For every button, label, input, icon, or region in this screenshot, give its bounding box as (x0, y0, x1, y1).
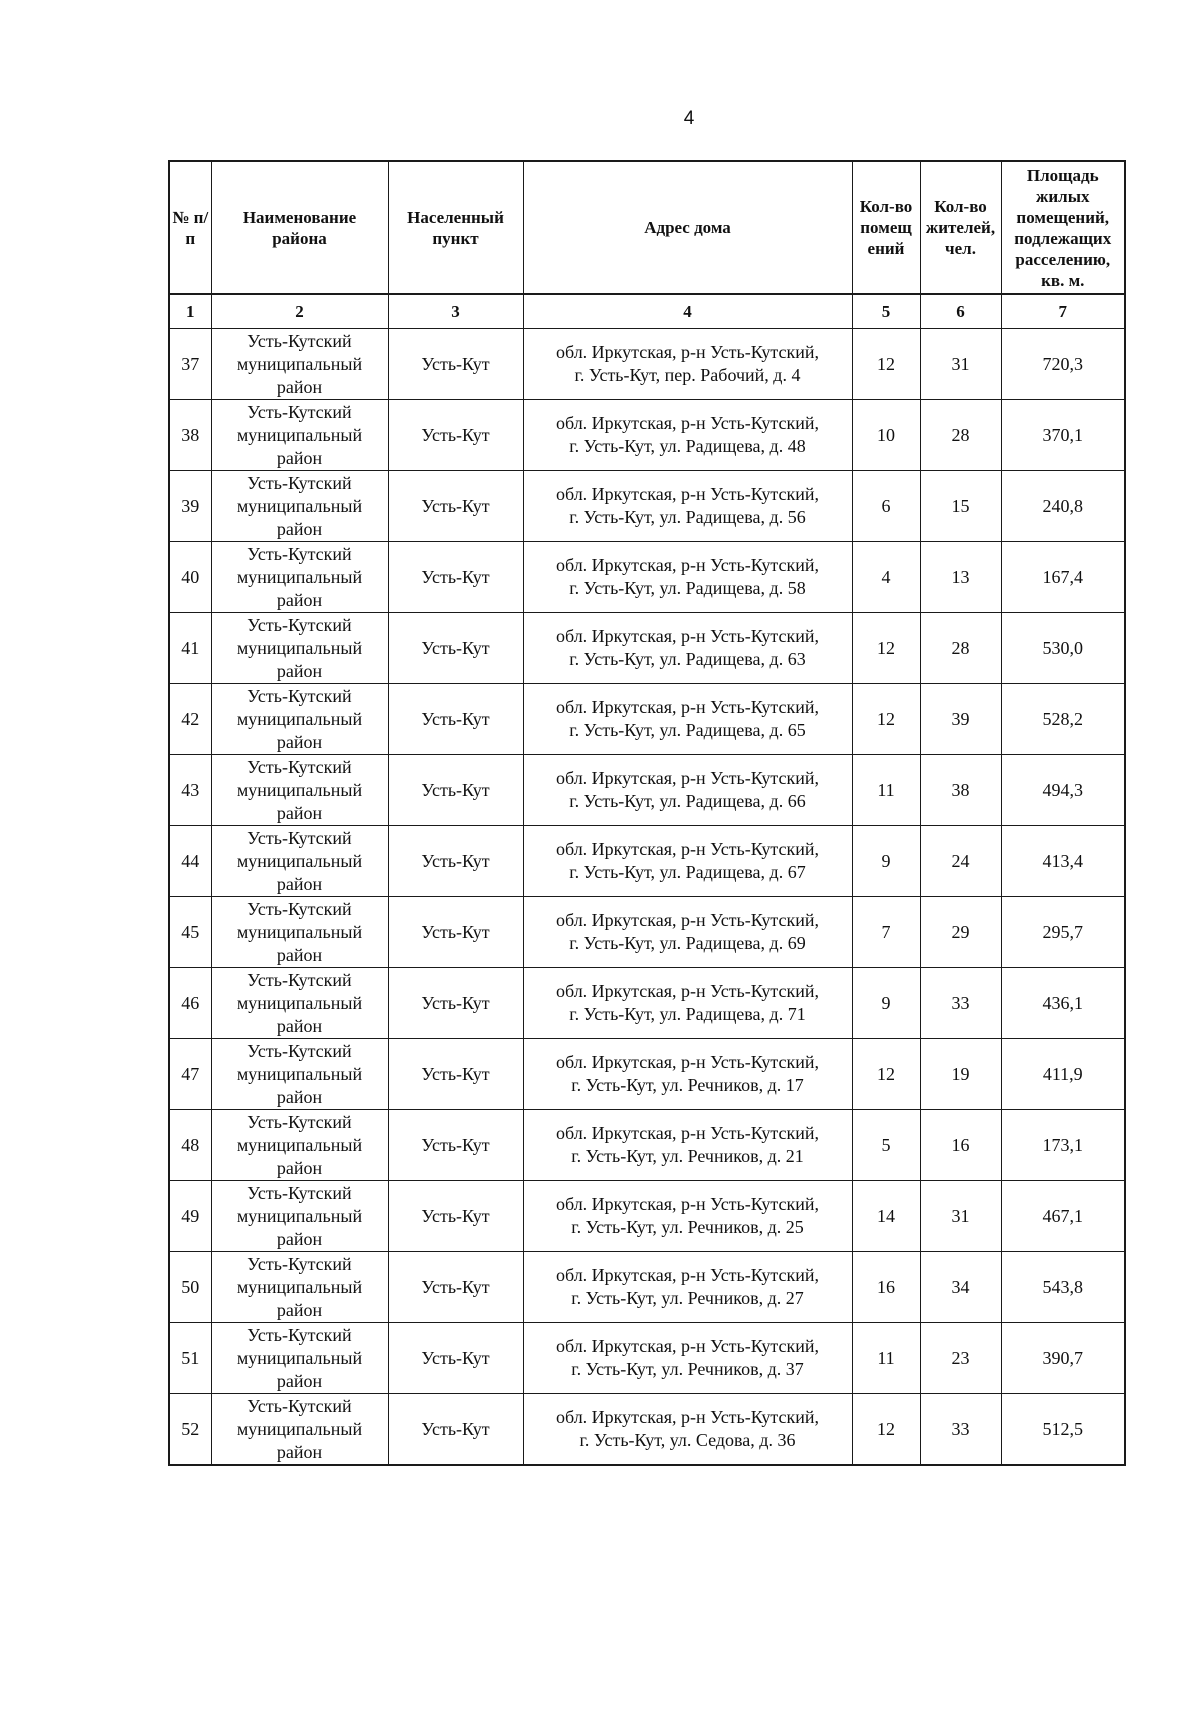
district-cell-line: район (276, 376, 323, 397)
row-number: 48 (169, 1110, 211, 1181)
district-cell-line: район (276, 1370, 323, 1391)
table-row (169, 1039, 1125, 1110)
area-cell: 295,7 (1001, 897, 1125, 968)
area-cell: 390,7 (1001, 1323, 1125, 1394)
table-body (169, 329, 1125, 1466)
district-cell-line: муниципальный (236, 1276, 363, 1297)
district-cell-line: Усть-Кутский (247, 756, 352, 777)
district-cell (211, 329, 388, 400)
residents-cell: 29 (920, 897, 1001, 968)
residents-cell: 19 (920, 1039, 1001, 1110)
column-number: 5 (852, 294, 920, 329)
district-cell-line: район (276, 518, 323, 539)
rooms-cell: 5 (852, 1110, 920, 1181)
address-cell-line: г. Усть-Кут, пер. Рабочий, д. 4 (574, 365, 801, 385)
area-cell: 411,9 (1001, 1039, 1125, 1110)
district-cell-line: район (276, 660, 323, 681)
header-number: № п/п (169, 161, 211, 294)
row-number: 52 (169, 1394, 211, 1466)
district-cell (211, 897, 388, 968)
address-cell-line: обл. Иркутская, р-н Усть-Кутский, (555, 342, 819, 362)
district-cell (211, 471, 388, 542)
rooms-cell: 12 (852, 1039, 920, 1110)
district-cell-line: Усть-Кутский (247, 685, 352, 706)
column-number: 1 (169, 294, 211, 329)
locality-cell: Усть-Кут (388, 897, 523, 968)
address-cell-line: обл. Иркутская, р-н Усть-Кутский, (555, 1407, 819, 1427)
district-cell-line: район (276, 1086, 323, 1107)
district-cell-line: Усть-Кутский (247, 898, 352, 919)
locality-cell: Усть-Кут (388, 826, 523, 897)
district-cell-line: муниципальный (236, 850, 363, 871)
district-cell-line: Усть-Кутский (247, 330, 352, 351)
address-cell-line: г. Усть-Кут, ул. Радищева, д. 63 (569, 649, 806, 669)
district-cell (211, 968, 388, 1039)
area-cell: 370,1 (1001, 400, 1125, 471)
district-cell-line: Усть-Кутский (247, 401, 352, 422)
district-cell (211, 1181, 388, 1252)
page-number: 4 (683, 108, 695, 129)
district-cell-line: Усть-Кутский (247, 1395, 352, 1416)
table-row (169, 542, 1125, 613)
row-number: 37 (169, 329, 211, 400)
locality-cell: Усть-Кут (388, 684, 523, 755)
rooms-cell: 12 (852, 329, 920, 400)
district-cell-line: Усть-Кутский (247, 1253, 352, 1274)
area-cell: 173,1 (1001, 1110, 1125, 1181)
rooms-cell: 16 (852, 1252, 920, 1323)
address-cell-line: г. Усть-Кут, ул. Радищева, д. 65 (569, 720, 806, 740)
area-cell: 543,8 (1001, 1252, 1125, 1323)
district-cell-line: район (276, 1299, 323, 1320)
residents-cell: 31 (920, 329, 1001, 400)
address-cell-line: обл. Иркутская, р-н Усть-Кутский, (555, 1194, 819, 1214)
area-cell: 167,4 (1001, 542, 1125, 613)
address-cell-line: г. Усть-Кут, ул. Речников, д. 27 (571, 1288, 804, 1308)
residents-cell: 28 (920, 613, 1001, 684)
locality-cell: Усть-Кут (388, 1252, 523, 1323)
address-cell (523, 968, 852, 1039)
rooms-cell: 9 (852, 826, 920, 897)
district-cell (211, 826, 388, 897)
locality-cell: Усть-Кут (388, 1181, 523, 1252)
locality-cell: Усть-Кут (388, 542, 523, 613)
address-cell-line: г. Усть-Кут, ул. Речников, д. 25 (571, 1217, 804, 1237)
district-cell-line: Усть-Кутский (247, 472, 352, 493)
address-cell (523, 1252, 852, 1323)
locality-cell: Усть-Кут (388, 1110, 523, 1181)
locality-cell: Усть-Кут (388, 329, 523, 400)
row-number: 51 (169, 1323, 211, 1394)
district-cell (211, 400, 388, 471)
locality-cell: Усть-Кут (388, 1039, 523, 1110)
row-number: 40 (169, 542, 211, 613)
district-cell-line: район (276, 1441, 323, 1462)
address-cell-line: обл. Иркутская, р-н Усть-Кутский, (555, 626, 819, 646)
area-cell: 528,2 (1001, 684, 1125, 755)
table-row (169, 329, 1125, 400)
address-cell (523, 897, 852, 968)
residents-cell: 15 (920, 471, 1001, 542)
district-cell-line: муниципальный (236, 495, 363, 516)
table-row (169, 1323, 1125, 1394)
housing-relocation-table (168, 160, 1126, 1466)
district-cell (211, 1323, 388, 1394)
address-cell-line: обл. Иркутская, р-н Усть-Кутский, (555, 981, 819, 1001)
address-cell (523, 471, 852, 542)
locality-cell: Усть-Кут (388, 1394, 523, 1466)
district-cell-line: район (276, 1157, 323, 1178)
address-cell-line: обл. Иркутская, р-н Усть-Кутский, (555, 697, 819, 717)
district-cell (211, 1252, 388, 1323)
table-row (169, 400, 1125, 471)
column-number: 2 (211, 294, 388, 329)
row-number: 39 (169, 471, 211, 542)
residents-cell: 13 (920, 542, 1001, 613)
residents-cell: 28 (920, 400, 1001, 471)
rooms-cell: 10 (852, 400, 920, 471)
address-cell-line: обл. Иркутская, р-н Усть-Кутский, (555, 768, 819, 788)
table-row (169, 968, 1125, 1039)
table-row (169, 1252, 1125, 1323)
column-number: 6 (920, 294, 1001, 329)
address-cell-line: г. Усть-Кут, ул. Радищева, д. 67 (569, 862, 806, 882)
district-cell-line: район (276, 873, 323, 894)
address-cell-line: г. Усть-Кут, ул. Радищева, д. 48 (569, 436, 806, 456)
address-cell-line: обл. Иркутская, р-н Усть-Кутский, (555, 1265, 819, 1285)
residents-cell: 24 (920, 826, 1001, 897)
address-cell-line: г. Усть-Кут, ул. Радищева, д. 58 (569, 578, 806, 598)
district-cell (211, 613, 388, 684)
address-cell-line: г. Усть-Кут, ул. Речников, д. 21 (571, 1146, 804, 1166)
table-row (169, 613, 1125, 684)
column-number: 3 (388, 294, 523, 329)
district-cell (211, 755, 388, 826)
district-cell-line: район (276, 944, 323, 965)
area-cell: 494,3 (1001, 755, 1125, 826)
locality-cell: Усть-Кут (388, 613, 523, 684)
district-cell-line: муниципальный (236, 1418, 363, 1439)
header-district: Наименование района (211, 161, 388, 294)
table-row (169, 897, 1125, 968)
district-cell-line: Усть-Кутский (247, 1040, 352, 1061)
header-address: Адрес дома (523, 161, 852, 294)
row-number: 43 (169, 755, 211, 826)
table-header-row (169, 161, 1125, 294)
row-number: 45 (169, 897, 211, 968)
locality-cell: Усть-Кут (388, 968, 523, 1039)
address-cell-line: г. Усть-Кут, ул. Речников, д. 37 (571, 1359, 804, 1379)
header-locality: Населенный пункт (388, 161, 523, 294)
table-row (169, 1394, 1125, 1466)
district-cell (211, 684, 388, 755)
header-area: Площадь жилых помещений, подлежащих расселению, кв. м. (1001, 161, 1125, 294)
rooms-cell: 14 (852, 1181, 920, 1252)
district-cell-line: район (276, 731, 323, 752)
row-number: 50 (169, 1252, 211, 1323)
rooms-cell: 6 (852, 471, 920, 542)
residents-cell: 39 (920, 684, 1001, 755)
locality-cell: Усть-Кут (388, 400, 523, 471)
table-row (169, 471, 1125, 542)
district-cell-line: район (276, 447, 323, 468)
district-cell-line: муниципальный (236, 1205, 363, 1226)
district-cell-line: район (276, 589, 323, 610)
rooms-cell: 11 (852, 1323, 920, 1394)
row-number: 47 (169, 1039, 211, 1110)
district-cell (211, 1039, 388, 1110)
table-row (169, 1181, 1125, 1252)
area-cell: 240,8 (1001, 471, 1125, 542)
address-cell-line: обл. Иркутская, р-н Усть-Кутский, (555, 413, 819, 433)
residents-cell: 34 (920, 1252, 1001, 1323)
address-cell-line: обл. Иркутская, р-н Усть-Кутский, (555, 484, 819, 504)
district-cell-line: муниципальный (236, 1347, 363, 1368)
row-number: 44 (169, 826, 211, 897)
column-number: 4 (523, 294, 852, 329)
area-cell: 467,1 (1001, 1181, 1125, 1252)
district-cell-line: район (276, 1228, 323, 1249)
area-cell: 720,3 (1001, 329, 1125, 400)
address-cell (523, 1039, 852, 1110)
row-number: 42 (169, 684, 211, 755)
district-cell-line: район (276, 802, 323, 823)
header-residents: Кол-во жителей, чел. (920, 161, 1001, 294)
district-cell-line: муниципальный (236, 992, 363, 1013)
district-cell-line: муниципальный (236, 566, 363, 587)
address-cell (523, 329, 852, 400)
row-number: 49 (169, 1181, 211, 1252)
address-cell (523, 826, 852, 897)
locality-cell: Усть-Кут (388, 1323, 523, 1394)
district-cell-line: муниципальный (236, 637, 363, 658)
district-cell-line: район (276, 1015, 323, 1036)
address-cell-line: г. Усть-Кут, ул. Радищева, д. 66 (569, 791, 806, 811)
rooms-cell: 11 (852, 755, 920, 826)
rooms-cell: 7 (852, 897, 920, 968)
address-cell (523, 1181, 852, 1252)
address-cell (523, 1110, 852, 1181)
district-cell-line: муниципальный (236, 1063, 363, 1084)
rooms-cell: 4 (852, 542, 920, 613)
header-rooms: Кол-во помещ ений (852, 161, 920, 294)
district-cell-line: муниципальный (236, 779, 363, 800)
table-row (169, 684, 1125, 755)
area-cell: 436,1 (1001, 968, 1125, 1039)
column-number-row (169, 294, 1125, 329)
address-cell (523, 1394, 852, 1466)
address-cell-line: г. Усть-Кут, ул. Радищева, д. 69 (569, 933, 806, 953)
residents-cell: 31 (920, 1181, 1001, 1252)
district-cell-line: Усть-Кутский (247, 1182, 352, 1203)
rooms-cell: 9 (852, 968, 920, 1039)
rooms-cell: 12 (852, 1394, 920, 1466)
district-cell (211, 1394, 388, 1466)
locality-cell: Усть-Кут (388, 755, 523, 826)
district-cell-line: муниципальный (236, 353, 363, 374)
residents-cell: 38 (920, 755, 1001, 826)
address-cell-line: г. Усть-Кут, ул. Седова, д. 36 (579, 1430, 796, 1450)
district-cell-line: муниципальный (236, 708, 363, 729)
district-cell (211, 1110, 388, 1181)
locality-cell: Усть-Кут (388, 471, 523, 542)
table-row (169, 755, 1125, 826)
district-cell-line: муниципальный (236, 921, 363, 942)
address-cell-line: обл. Иркутская, р-н Усть-Кутский, (555, 555, 819, 575)
residents-cell: 23 (920, 1323, 1001, 1394)
address-cell (523, 755, 852, 826)
address-cell-line: обл. Иркутская, р-н Усть-Кутский, (555, 839, 819, 859)
rooms-cell: 12 (852, 684, 920, 755)
column-number: 7 (1001, 294, 1125, 329)
district-cell-line: Усть-Кутский (247, 543, 352, 564)
area-cell: 530,0 (1001, 613, 1125, 684)
address-cell-line: г. Усть-Кут, ул. Речников, д. 17 (571, 1075, 804, 1095)
residents-cell: 16 (920, 1110, 1001, 1181)
district-cell-line: муниципальный (236, 424, 363, 445)
address-cell-line: г. Усть-Кут, ул. Радищева, д. 56 (569, 507, 806, 527)
table-row (169, 1110, 1125, 1181)
residents-cell: 33 (920, 1394, 1001, 1466)
address-cell-line: г. Усть-Кут, ул. Радищева, д. 71 (569, 1004, 806, 1024)
address-cell-line: обл. Иркутская, р-н Усть-Кутский, (555, 910, 819, 930)
address-cell (523, 684, 852, 755)
address-cell (523, 613, 852, 684)
residents-cell: 33 (920, 968, 1001, 1039)
district-cell-line: Усть-Кутский (247, 969, 352, 990)
rooms-cell: 12 (852, 613, 920, 684)
district-cell-line: Усть-Кутский (247, 1324, 352, 1345)
row-number: 46 (169, 968, 211, 1039)
row-number: 41 (169, 613, 211, 684)
address-cell-line: обл. Иркутская, р-н Усть-Кутский, (555, 1123, 819, 1143)
address-cell-line: обл. Иркутская, р-н Усть-Кутский, (555, 1336, 819, 1356)
district-cell-line: Усть-Кутский (247, 614, 352, 635)
district-cell-line: Усть-Кутский (247, 827, 352, 848)
district-cell-line: Усть-Кутский (247, 1111, 352, 1132)
area-cell: 413,4 (1001, 826, 1125, 897)
address-cell (523, 1323, 852, 1394)
table-row (169, 826, 1125, 897)
row-number: 38 (169, 400, 211, 471)
area-cell: 512,5 (1001, 1394, 1125, 1466)
address-cell-line: обл. Иркутская, р-н Усть-Кутский, (555, 1052, 819, 1072)
district-cell-line: муниципальный (236, 1134, 363, 1155)
district-cell (211, 542, 388, 613)
address-cell (523, 400, 852, 471)
address-cell (523, 542, 852, 613)
